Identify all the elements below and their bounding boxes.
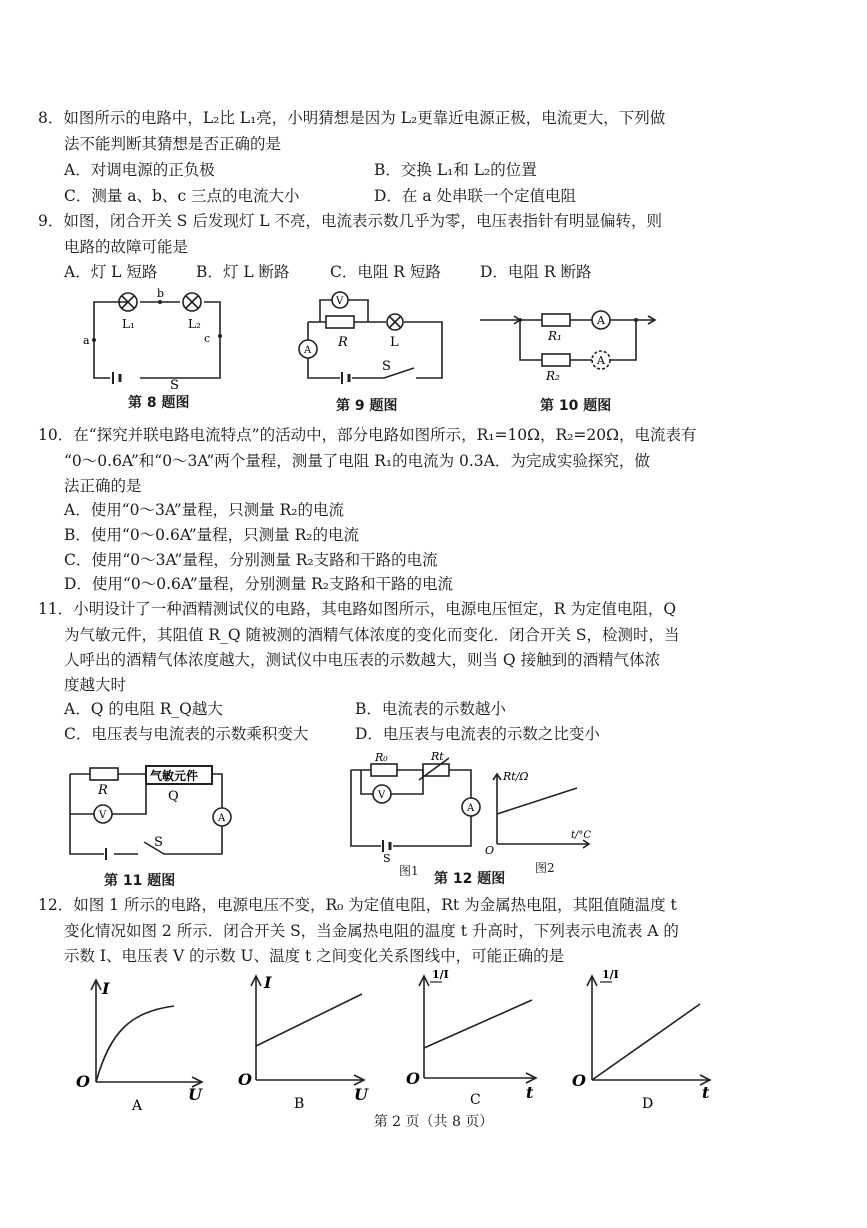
fig8-label-l2: L₂ [188, 317, 201, 331]
q11-option-a: A．Q 的电阻 R_Q越大 [64, 700, 223, 718]
q8-option-a: A．对调电源的正负极 [64, 161, 215, 179]
q12-stem-line1: 12．如图 1 所示的电路，电源电压不变，R₀ 为定值电阻，Rt 为金属热电阻，其阻值随温度 t [38, 896, 677, 914]
q11-stem-line2: 为气敏元件，其阻值 R_Q 随被测的酒精气体浓度的变化而变化．闭合开关 S，检测时，当 [64, 626, 680, 644]
q10-option-d: D．使用“0～0.6A”量程，分别测量 R₂支路和干路的电流 [64, 575, 454, 593]
fig8-caption: 第 8 题图 [128, 395, 190, 411]
graph-c [404, 968, 544, 1114]
q11-stem-line1: 11．小明设计了一种酒精测试仪的电路，其电路如图所示，电源电压恒定，R 为定值电阻，Q [38, 600, 677, 618]
fig11-label-q: Q [168, 789, 179, 804]
fig10-caption: 第 10 题图 [540, 398, 612, 414]
graph-a-label: A [132, 1098, 143, 1114]
figure-12-graph [485, 768, 595, 857]
fig8-label-c: c [204, 332, 211, 345]
q8-stem-line1: 8．如图所示的电路中，L₂比 L₁亮，小明猜想是因为 L₂更靠近电源正极，电流更大，下列做 [38, 109, 666, 127]
fig8-label-s: S [170, 378, 179, 393]
fig12-label-rt: Rt [431, 750, 444, 763]
q10-stem-line1: 10．在“探究并联电路电流特点”的活动中，部分电路如图所示，R₁=10Ω，R₂=20Ω，电流表有 [38, 426, 697, 444]
fig11-meter-v: V [99, 810, 107, 821]
q9-stem-line2: 电路的故障可能是 [64, 238, 189, 256]
fig9-caption: 第 9 题图 [336, 398, 398, 414]
fig12-fig2-label: 图2 [535, 861, 555, 875]
graph-c-xlabel: t [526, 1083, 534, 1102]
graph-a [70, 972, 210, 1114]
q8-stem-line2: 法不能判断其猜想是否正确的是 [64, 135, 282, 153]
fig9-label-s: S [382, 359, 391, 374]
graph-d-label: D [642, 1096, 654, 1112]
fig11-label-r: R [98, 783, 108, 798]
figure-12-circuit [345, 750, 485, 865]
fig12-graph-origin: O [485, 844, 495, 857]
fig11-caption: 第 11 题图 [104, 873, 176, 889]
q10-stem-line2: “0～0.6A”和“0～3A”两个量程，测量了电阻 R₁的电流为 0.3A．为完成实验探究，做 [64, 452, 650, 470]
q8-option-c: C．测量 a、b、c 三点的电流大小 [64, 187, 300, 205]
graph-c-label: C [470, 1092, 481, 1108]
q11-option-b: B．电流表的示数越小 [355, 700, 506, 718]
graph-b-origin: O [238, 1070, 252, 1089]
q10-stem-line3: 法正确的是 [64, 477, 142, 495]
graph-c-origin: O [406, 1069, 420, 1088]
q9-option-a: A．灯 L 短路 [64, 263, 158, 281]
fig12-caption: 第 12 题图 [434, 871, 506, 887]
figure-10-circuit [480, 302, 660, 386]
q11-option-d: D．电压表与电流表的示数之比变小 [355, 725, 600, 743]
q11-option-c: C．电压表与电流表的示数乘积变大 [64, 725, 309, 743]
figure-11-circuit [62, 762, 242, 862]
fig12-label-r0: R₀ [375, 751, 388, 764]
q9-option-b: B．灯 L 断路 [196, 263, 290, 281]
q11-stem-line4: 度越大时 [64, 676, 127, 694]
q11-stem-line3: 人呼出的酒精气体浓度越大，测试仪中电压表的示数越大，则当 Q 接触到的酒精气体浓 [64, 651, 661, 669]
q12-stem-line3: 示数 I、电压表 V 的示数 U、温度 t 之间变化关系图线中，可能正确的是 [64, 947, 565, 965]
fig8-label-b: b [157, 287, 165, 300]
fig11-meter-a: A [218, 813, 226, 824]
q9-option-d: D．电阻 R 断路 [480, 263, 592, 281]
graph-d [570, 968, 720, 1114]
fig9-meter-v: V [336, 296, 344, 307]
fig11-label-s: S [154, 835, 163, 850]
fig8-label-l1: L₁ [122, 317, 135, 331]
q9-stem-line1: 9．如图，闭合开关 S 后发现灯 L 不亮，电流表示数几乎为零，电压表指针有明显偏转，则 [38, 212, 662, 230]
fig12-graph-xlabel: t/°C [571, 830, 592, 841]
fig11-gas-element: 气敏元件 [150, 769, 199, 783]
page-footer: 第 2 页（共 8 页） [373, 1114, 494, 1130]
fig12-graph-ylabel: Rt/Ω [503, 770, 529, 783]
q8-option-b: B．交换 L₁和 L₂的位置 [374, 161, 537, 179]
graph-b-xlabel: U [354, 1085, 368, 1104]
fig12-label-s: S [383, 852, 391, 865]
graph-b-ylabel: I [264, 973, 272, 992]
graph-a-origin: O [76, 1072, 90, 1091]
fig12-fig1-label: 图1 [399, 864, 419, 878]
fig9-label-r: R [338, 335, 348, 350]
graph-a-ylabel: I [102, 979, 110, 998]
q10-option-b: B．使用“0～0.6A”量程，只测量 R₂的电流 [64, 526, 359, 544]
fig9-label-l: L [390, 335, 399, 350]
figure-9-circuit [296, 290, 452, 386]
graph-a-xlabel: U [188, 1085, 202, 1104]
fig10-meter-a2: A [597, 354, 605, 367]
graph-d-origin: O [572, 1071, 586, 1090]
graph-d-xlabel: t [702, 1083, 710, 1102]
q9-option-c: C．电阻 R 短路 [330, 263, 441, 281]
fig12-meter-a: A [467, 803, 475, 814]
q10-option-c: C．使用“0～3A”量程，分别测量 R₂支路和干路的电流 [64, 551, 438, 569]
fig8-label-a: a [83, 334, 90, 347]
fig10-meter-a1: A [597, 314, 605, 327]
fig10-label-r1: R₁ [548, 329, 562, 343]
q8-option-d: D．在 a 处串联一个定值电阻 [374, 187, 577, 205]
q10-option-a: A．使用“0～3A”量程，只测量 R₂的电流 [64, 501, 344, 519]
fig9-meter-a: A [304, 345, 312, 356]
graph-b-label: B [294, 1096, 305, 1112]
fig10-label-r2: R₂ [546, 369, 560, 383]
figure-8-circuit [80, 287, 240, 393]
fig12-meter-v: V [378, 790, 386, 801]
graph-d-ylabel: 1/I [602, 968, 619, 981]
q12-stem-line2: 变化情况如图 2 所示．闭合开关 S，当金属热电阻的温度 t 升高时，下列表示电流表 A 的 [64, 922, 679, 940]
graph-c-ylabel: 1/I [432, 968, 449, 981]
graph-b [234, 972, 374, 1114]
